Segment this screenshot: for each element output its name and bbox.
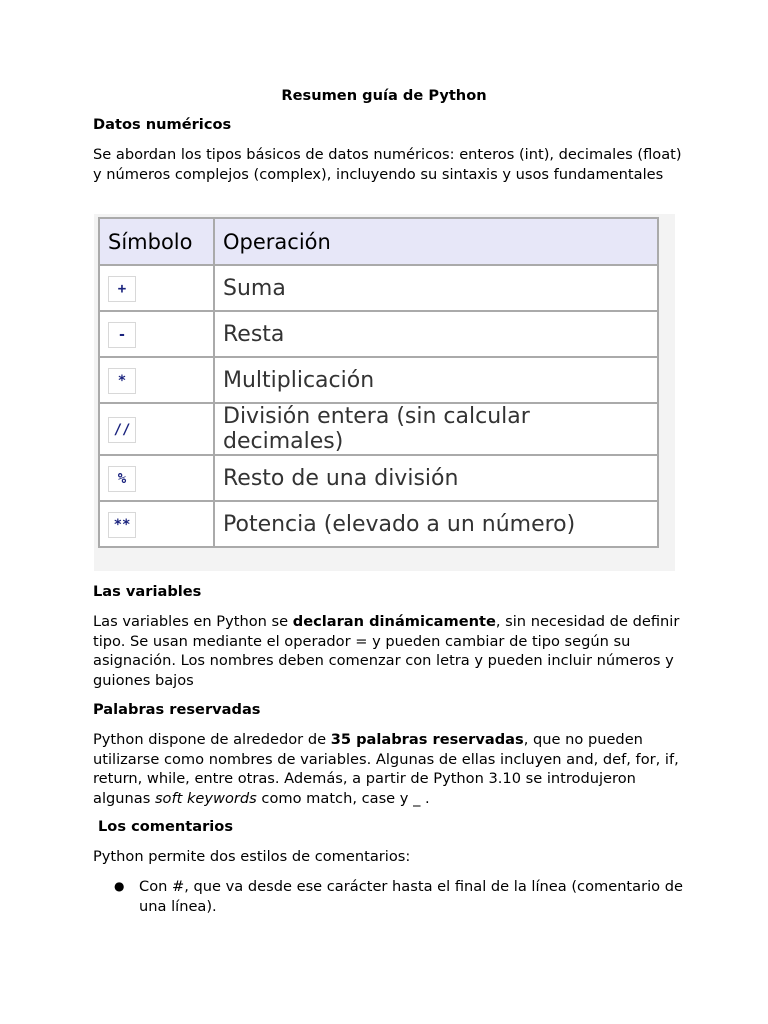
table-row (99, 265, 658, 311)
operation-cell: Potencia (elevado a un número) (214, 501, 658, 547)
table-row (99, 403, 658, 455)
heading-comments: Los comentarios (98, 818, 233, 835)
operators-table-image (94, 214, 675, 571)
symbol-cell (99, 357, 214, 403)
paragraph-reserved-words (93, 730, 683, 808)
table-row (99, 455, 658, 501)
variables-text-b: , sin necesidad de definir tipo. Se usan mediante el operador = y pueden cambiar de tipo según su asignación. Los nombres deben comenzar con letra y pueden incluir números y guiones bajos (93, 613, 680, 689)
bullet-text: Con #, que va desde ese carácter hasta el final de la línea (comentario de una línea). (139, 878, 683, 915)
list-item (93, 877, 683, 916)
reserved-text-italic: soft keywords (154, 789, 257, 807)
table-header-row (99, 218, 658, 265)
operator-symbol: // (108, 417, 136, 443)
variables-text-bold: declaran dinámicamente (292, 613, 496, 630)
operator-symbol: * (108, 368, 136, 394)
paragraph-comments-intro: Python permite dos estilos de comentarios: (93, 848, 411, 865)
table-row (99, 501, 658, 547)
symbol-cell (99, 311, 214, 357)
reserved-text-a: Python dispone de alrededor de (93, 731, 331, 748)
symbol-cell (99, 265, 214, 311)
operation-cell: Resta (214, 311, 658, 357)
heading-variables: Las variables (93, 583, 202, 600)
operator-symbol: - (108, 322, 136, 348)
operators-table (98, 217, 659, 548)
table-row (99, 311, 658, 357)
variables-text-a: Las variables en Python se (93, 613, 293, 630)
reserved-text-bold: 35 palabras reservadas (330, 731, 524, 748)
paragraph-variables (93, 612, 683, 690)
header-operation: Operación (214, 218, 658, 265)
table-row (99, 357, 658, 403)
reserved-text-c: como match, case y _ . (256, 789, 430, 807)
bullet-icon: ● (114, 879, 125, 893)
heading-reserved-words: Palabras reservadas (93, 701, 261, 718)
comments-bullet-list (93, 877, 683, 916)
document-title: Resumen guía de Python (281, 87, 487, 104)
symbol-cell (99, 455, 214, 501)
operator-symbol: % (108, 466, 136, 492)
symbol-cell (99, 501, 214, 547)
heading-numeric-data: Datos numéricos (93, 116, 232, 133)
paragraph-numeric-data: Se abordan los tipos básicos de datos numéricos: enteros (int), decimales (float) y números complejos (complex), incluyendo su sintaxis y usos fundamentales (93, 146, 682, 183)
symbol-cell (99, 403, 214, 455)
operation-cell: Resto de una división (214, 455, 658, 501)
header-symbol: Símbolo (99, 218, 214, 265)
operation-cell: División entera (sin calcular decimales) (214, 403, 658, 455)
operator-symbol: + (108, 276, 136, 302)
operator-symbol: ** (108, 512, 136, 538)
operation-cell: Multiplicación (214, 357, 658, 403)
operation-cell: Suma (214, 265, 658, 311)
reserved-text-b: , que no pueden utilizarse como nombres de variables. Algunas de ellas incluyen and, def, for, if, return, while, entre otras. Además, a partir de Python 3.10 se introdujeron algunas (93, 731, 679, 807)
